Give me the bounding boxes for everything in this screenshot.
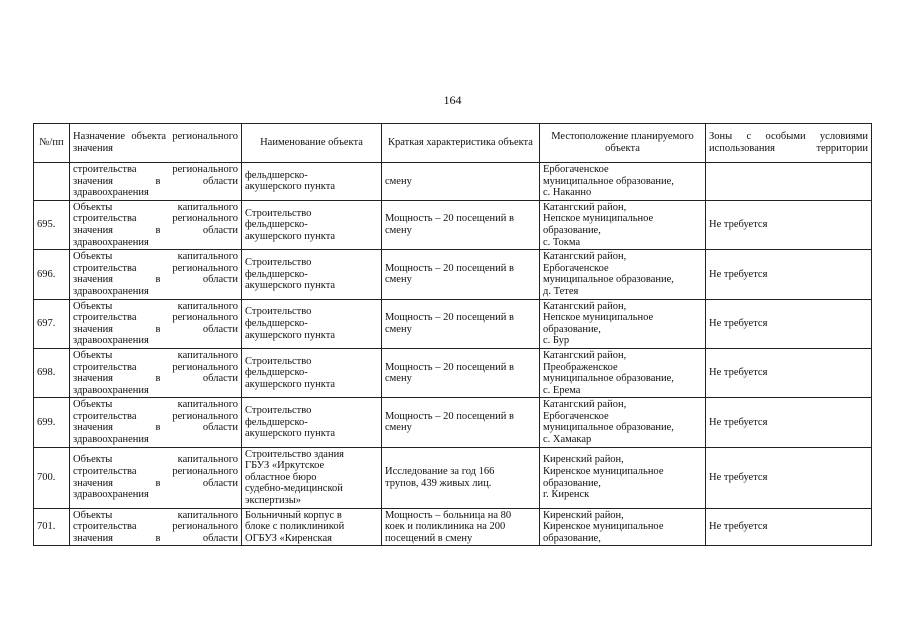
- cell-location: [540, 250, 706, 299]
- name-line: ОГБУЗ «Киренская: [245, 532, 332, 544]
- location-line: образование,: [543, 224, 601, 236]
- purpose-line: здравоохранения: [73, 285, 149, 297]
- location-line: Киренский район,: [543, 454, 624, 466]
- cell-characteristics: [382, 299, 540, 348]
- cell-location: [540, 447, 706, 508]
- cell-name: [242, 447, 382, 508]
- page-number: 164: [443, 93, 462, 107]
- purpose-line: значения в области: [73, 274, 238, 286]
- purpose-line: строительства регионального: [73, 361, 238, 373]
- purpose-line: здравоохранения: [73, 384, 149, 396]
- cell-name: [242, 200, 382, 249]
- purpose-line: строительства регионального: [73, 164, 238, 175]
- location-line: с. Наканно: [543, 187, 592, 199]
- characteristics-line: смену: [385, 422, 412, 434]
- cell-name: [242, 508, 382, 546]
- header-zones-text: Зоны с особыми условиями использования территории: [709, 131, 868, 154]
- cell-name: [242, 250, 382, 299]
- location-line: муниципальное образование,: [543, 175, 674, 187]
- purpose-line: строительства регионального: [73, 262, 238, 274]
- characteristics-line: Мощность – больница на 80: [385, 509, 512, 521]
- characteristics-line: посещений в смену: [385, 532, 473, 544]
- location-line: Киренское муниципальное: [543, 466, 664, 478]
- location-line: Катангский район,: [543, 201, 627, 213]
- cell-purpose: [70, 250, 242, 299]
- cell-zones: Не требуется: [706, 200, 872, 249]
- name-line: фельдшерско-: [245, 219, 308, 231]
- cell-zones: Не требуется: [706, 348, 872, 397]
- location-line: муниципальное образование,: [543, 422, 674, 434]
- header-characteristics: Краткая характеристика объекта: [382, 124, 540, 163]
- header-purpose: [70, 124, 242, 163]
- purpose-line: здравоохранения: [73, 335, 149, 347]
- cell-name: [242, 348, 382, 397]
- location-line: Катангский район,: [543, 251, 627, 263]
- name-line: акушерского пункта: [245, 378, 336, 390]
- name-line: Строительство: [245, 306, 312, 318]
- purpose-line: Объекты капитального: [73, 300, 238, 312]
- purpose-line: значения в области: [73, 477, 238, 489]
- characteristics-line: Мощность – 20 посещений в: [385, 312, 514, 324]
- name-line: акушерского пункта: [245, 428, 336, 440]
- cell-characteristics: [382, 200, 540, 249]
- name-line: Строительство: [245, 256, 312, 268]
- table-row: [34, 299, 872, 348]
- characteristics-line: смену: [385, 274, 412, 286]
- purpose-line: здравоохранения: [73, 236, 149, 248]
- name-line: Строительство: [245, 207, 312, 219]
- name-line: акушерского пункта: [245, 230, 336, 242]
- purpose-line: значения в области: [73, 422, 238, 434]
- cell-characteristics: [382, 508, 540, 546]
- purpose-line: здравоохранения: [73, 489, 149, 501]
- cell-characteristics: смену: [382, 163, 540, 201]
- location-line: с. Бур: [543, 335, 570, 347]
- name-line: акушерского пункта: [245, 329, 336, 341]
- cell-location: [540, 398, 706, 447]
- purpose-line: строительства регионального: [73, 466, 238, 478]
- cell-zones: Не требуется: [706, 398, 872, 447]
- characteristics-line: Исследование за год 166: [385, 466, 495, 478]
- name-line: фельдшерско-: [245, 416, 308, 428]
- cell-num: 698.: [34, 348, 70, 397]
- cell-name: [242, 299, 382, 348]
- cell-num: 700.: [34, 447, 70, 508]
- header-purpose-text: Назначение объекта регионального значения: [73, 131, 238, 154]
- location-line: Киренский район,: [543, 509, 624, 521]
- continuation-row: [34, 163, 872, 201]
- cell-num: 696.: [34, 250, 70, 299]
- location-line: Преображенское: [543, 361, 618, 373]
- name-line: фельдшерско-: [245, 169, 308, 181]
- characteristics-line: трупов, 439 живых лиц.: [385, 477, 492, 489]
- cell-name: [242, 398, 382, 447]
- location-line: образование,: [543, 532, 601, 544]
- cell-characteristics: [382, 348, 540, 397]
- location-line: образование,: [543, 323, 601, 335]
- table-row: [34, 447, 872, 508]
- header-name: Наименование объекта: [242, 124, 382, 163]
- cell-location: [540, 163, 706, 201]
- characteristics-line: смену: [385, 323, 412, 335]
- location-line: образование,: [543, 477, 601, 489]
- cell-location: [540, 348, 706, 397]
- cell-purpose: [70, 348, 242, 397]
- cell-name: [242, 163, 382, 201]
- location-line: Ербогаченское: [543, 164, 609, 175]
- name-line: Строительство здания: [245, 448, 345, 460]
- purpose-line: строительства регионального: [73, 410, 238, 422]
- header-zones: [706, 124, 872, 163]
- characteristics-line: Мощность – 20 посещений в: [385, 262, 514, 274]
- location-line: с. Хамакар: [543, 434, 592, 446]
- purpose-line: Объекты капитального: [73, 509, 238, 521]
- name-line: акушерского пункта: [245, 181, 336, 193]
- characteristics-line: Мощность – 20 посещений в: [385, 361, 514, 373]
- header-num: №/пп: [34, 124, 70, 163]
- characteristics-line: смену: [385, 373, 412, 385]
- location-line: с. Ерема: [543, 384, 581, 396]
- location-line: г. Киренск: [543, 489, 590, 501]
- characteristics-line: смену: [385, 224, 412, 236]
- purpose-line: строительства регионального: [73, 521, 238, 533]
- header-location: Местоположение планируемого объекта: [540, 124, 706, 163]
- purpose-line: строительства регионального: [73, 312, 238, 324]
- purpose-line: значения в области: [73, 323, 238, 335]
- cell-num: [34, 163, 70, 201]
- cell-num: 695.: [34, 200, 70, 249]
- name-line: акушерского пункта: [245, 280, 336, 292]
- location-line: муниципальное образование,: [543, 373, 674, 385]
- location-line: д. Тетея: [543, 285, 579, 297]
- cell-characteristics: [382, 398, 540, 447]
- location-line: с. Токма: [543, 236, 581, 248]
- purpose-line: Объекты капитального: [73, 251, 238, 263]
- purpose-line: значения в области: [73, 224, 238, 236]
- location-line: Катангский район,: [543, 349, 627, 361]
- name-line: судебно-медицинской: [245, 483, 343, 495]
- table-row: [34, 348, 872, 397]
- purpose-line: строительства регионального: [73, 213, 238, 225]
- cell-zones: Не требуется: [706, 447, 872, 508]
- cell-location: [540, 299, 706, 348]
- purpose-line: Объекты капитального: [73, 399, 238, 411]
- location-line: Ербогаченское: [543, 262, 609, 274]
- name-line: экспертизы»: [245, 495, 302, 507]
- cell-num: 701.: [34, 508, 70, 546]
- characteristics-line: коек и поликлиника на 200: [385, 521, 506, 533]
- name-line: фельдшерско-: [245, 317, 308, 329]
- name-line: фельдшерско-: [245, 268, 308, 280]
- name-line: ГБУЗ «Иркутское: [245, 460, 325, 472]
- characteristics-line: Мощность – 20 посещений в: [385, 213, 514, 225]
- cell-zones: [706, 163, 872, 201]
- cell-location: [540, 508, 706, 546]
- cell-purpose: [70, 163, 242, 201]
- name-line: блоке с поликлиникой: [245, 521, 345, 533]
- cell-purpose: [70, 508, 242, 546]
- purpose-line: Объекты капитального: [73, 201, 238, 213]
- cell-purpose: [70, 398, 242, 447]
- location-line: Катангский район,: [543, 399, 627, 411]
- table-header-row: [34, 124, 872, 163]
- cell-num: 699.: [34, 398, 70, 447]
- name-line: фельдшерско-: [245, 367, 308, 379]
- cell-location: [540, 200, 706, 249]
- table-row: [34, 200, 872, 249]
- objects-table: [33, 123, 872, 546]
- cell-num: 697.: [34, 299, 70, 348]
- location-line: Ербогаченское: [543, 410, 609, 422]
- table-row: [34, 508, 872, 546]
- purpose-line: значения в области: [73, 373, 238, 385]
- location-line: Непское муниципальное: [543, 213, 654, 225]
- table-row: [34, 398, 872, 447]
- location-line: Киренское муниципальное: [543, 521, 664, 533]
- purpose-line: Объекты капитального: [73, 349, 238, 361]
- characteristics-line: Мощность – 20 посещений в: [385, 410, 514, 422]
- purpose-line: здравоохранения: [73, 187, 149, 199]
- purpose-line: здравоохранения: [73, 434, 149, 446]
- table-row: [34, 250, 872, 299]
- cell-purpose: [70, 200, 242, 249]
- location-line: муниципальное образование,: [543, 274, 674, 286]
- name-line: Строительство: [245, 405, 312, 417]
- cell-purpose: [70, 299, 242, 348]
- name-line: Строительство: [245, 355, 312, 367]
- purpose-line: значения в области: [73, 532, 238, 544]
- cell-purpose: [70, 447, 242, 508]
- cell-characteristics: [382, 250, 540, 299]
- purpose-line: значения в области: [73, 175, 238, 187]
- location-line: Непское муниципальное: [543, 312, 654, 324]
- cell-zones: Не требуется: [706, 508, 872, 546]
- cell-zones: Не требуется: [706, 250, 872, 299]
- cell-characteristics: [382, 447, 540, 508]
- location-line: Катангский район,: [543, 300, 627, 312]
- name-line: Больничный корпус в: [245, 509, 342, 521]
- name-line: областное бюро: [245, 471, 317, 483]
- cell-zones: Не требуется: [706, 299, 872, 348]
- purpose-line: Объекты капитального: [73, 454, 238, 466]
